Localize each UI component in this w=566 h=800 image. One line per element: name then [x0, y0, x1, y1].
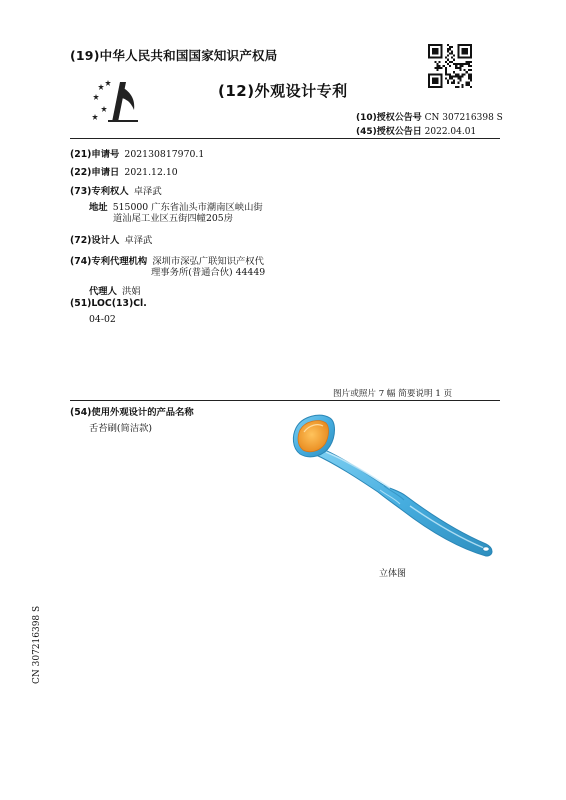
office-name: (19)中华人民共和国国家知识产权局: [70, 48, 278, 63]
filing-date-label: (22)申请日: [70, 167, 120, 178]
filing-date-field: [70, 160, 178, 179]
agency-line-1: 深圳市深弘广联知识产权代: [152, 256, 264, 267]
pub-no-value: CN 307216398 S: [424, 113, 503, 123]
app-no-value: 202130817970.1: [124, 149, 205, 160]
pub-date-label: (45)授权公告日: [356, 127, 422, 137]
designer-label: (72)设计人: [70, 235, 120, 246]
owner-label: (73)专利权人: [70, 186, 129, 197]
document-type: (12)外观设计专利: [218, 82, 348, 100]
address-label: 地址: [89, 202, 108, 213]
pub-no-label: (10)授权公告号: [356, 113, 422, 123]
view-caption: 立体图: [379, 569, 407, 579]
header-rule: [70, 138, 500, 139]
agency-line-2: 理事务所(普通合伙) 44449: [151, 267, 266, 278]
agency-label: (74)专利代理机构: [70, 256, 148, 267]
owner-value: 卓泽武: [133, 186, 162, 197]
product-name-value: 舌苔刷(简洁款): [89, 423, 153, 434]
loc-label: (51)LOC(13)Cl.: [70, 298, 147, 309]
filing-date-value: 2021.12.10: [124, 167, 178, 178]
summary-rule: [70, 400, 500, 401]
agent-value: 洪娟: [122, 286, 141, 297]
summary-line: 图片或照片 7 幅 简要说明 1 页: [333, 389, 453, 399]
product-name-label: (54)使用外观设计的产品名称: [70, 407, 194, 418]
tongue-scraper-image: [280, 410, 505, 560]
pub-date-value: 2022.04.01: [424, 127, 477, 137]
address-line-1: 515000 广东省汕头市潮南区峡山街: [112, 202, 263, 213]
qr-code-icon: [428, 44, 472, 88]
designer-value: 卓泽武: [124, 235, 153, 246]
side-publication-id: CN 307216398 S: [32, 605, 42, 684]
app-no-field: [70, 142, 204, 161]
cnipa-logo-icon: [90, 76, 140, 124]
address-line-2: 道汕尾工业区五街四幢205房: [113, 213, 234, 224]
agent-label: 代理人: [89, 286, 117, 297]
agent-field: [89, 279, 141, 298]
app-no-label: (21)申请号: [70, 149, 120, 160]
designer-field: [70, 228, 152, 247]
loc-value: 04-02: [89, 314, 116, 325]
